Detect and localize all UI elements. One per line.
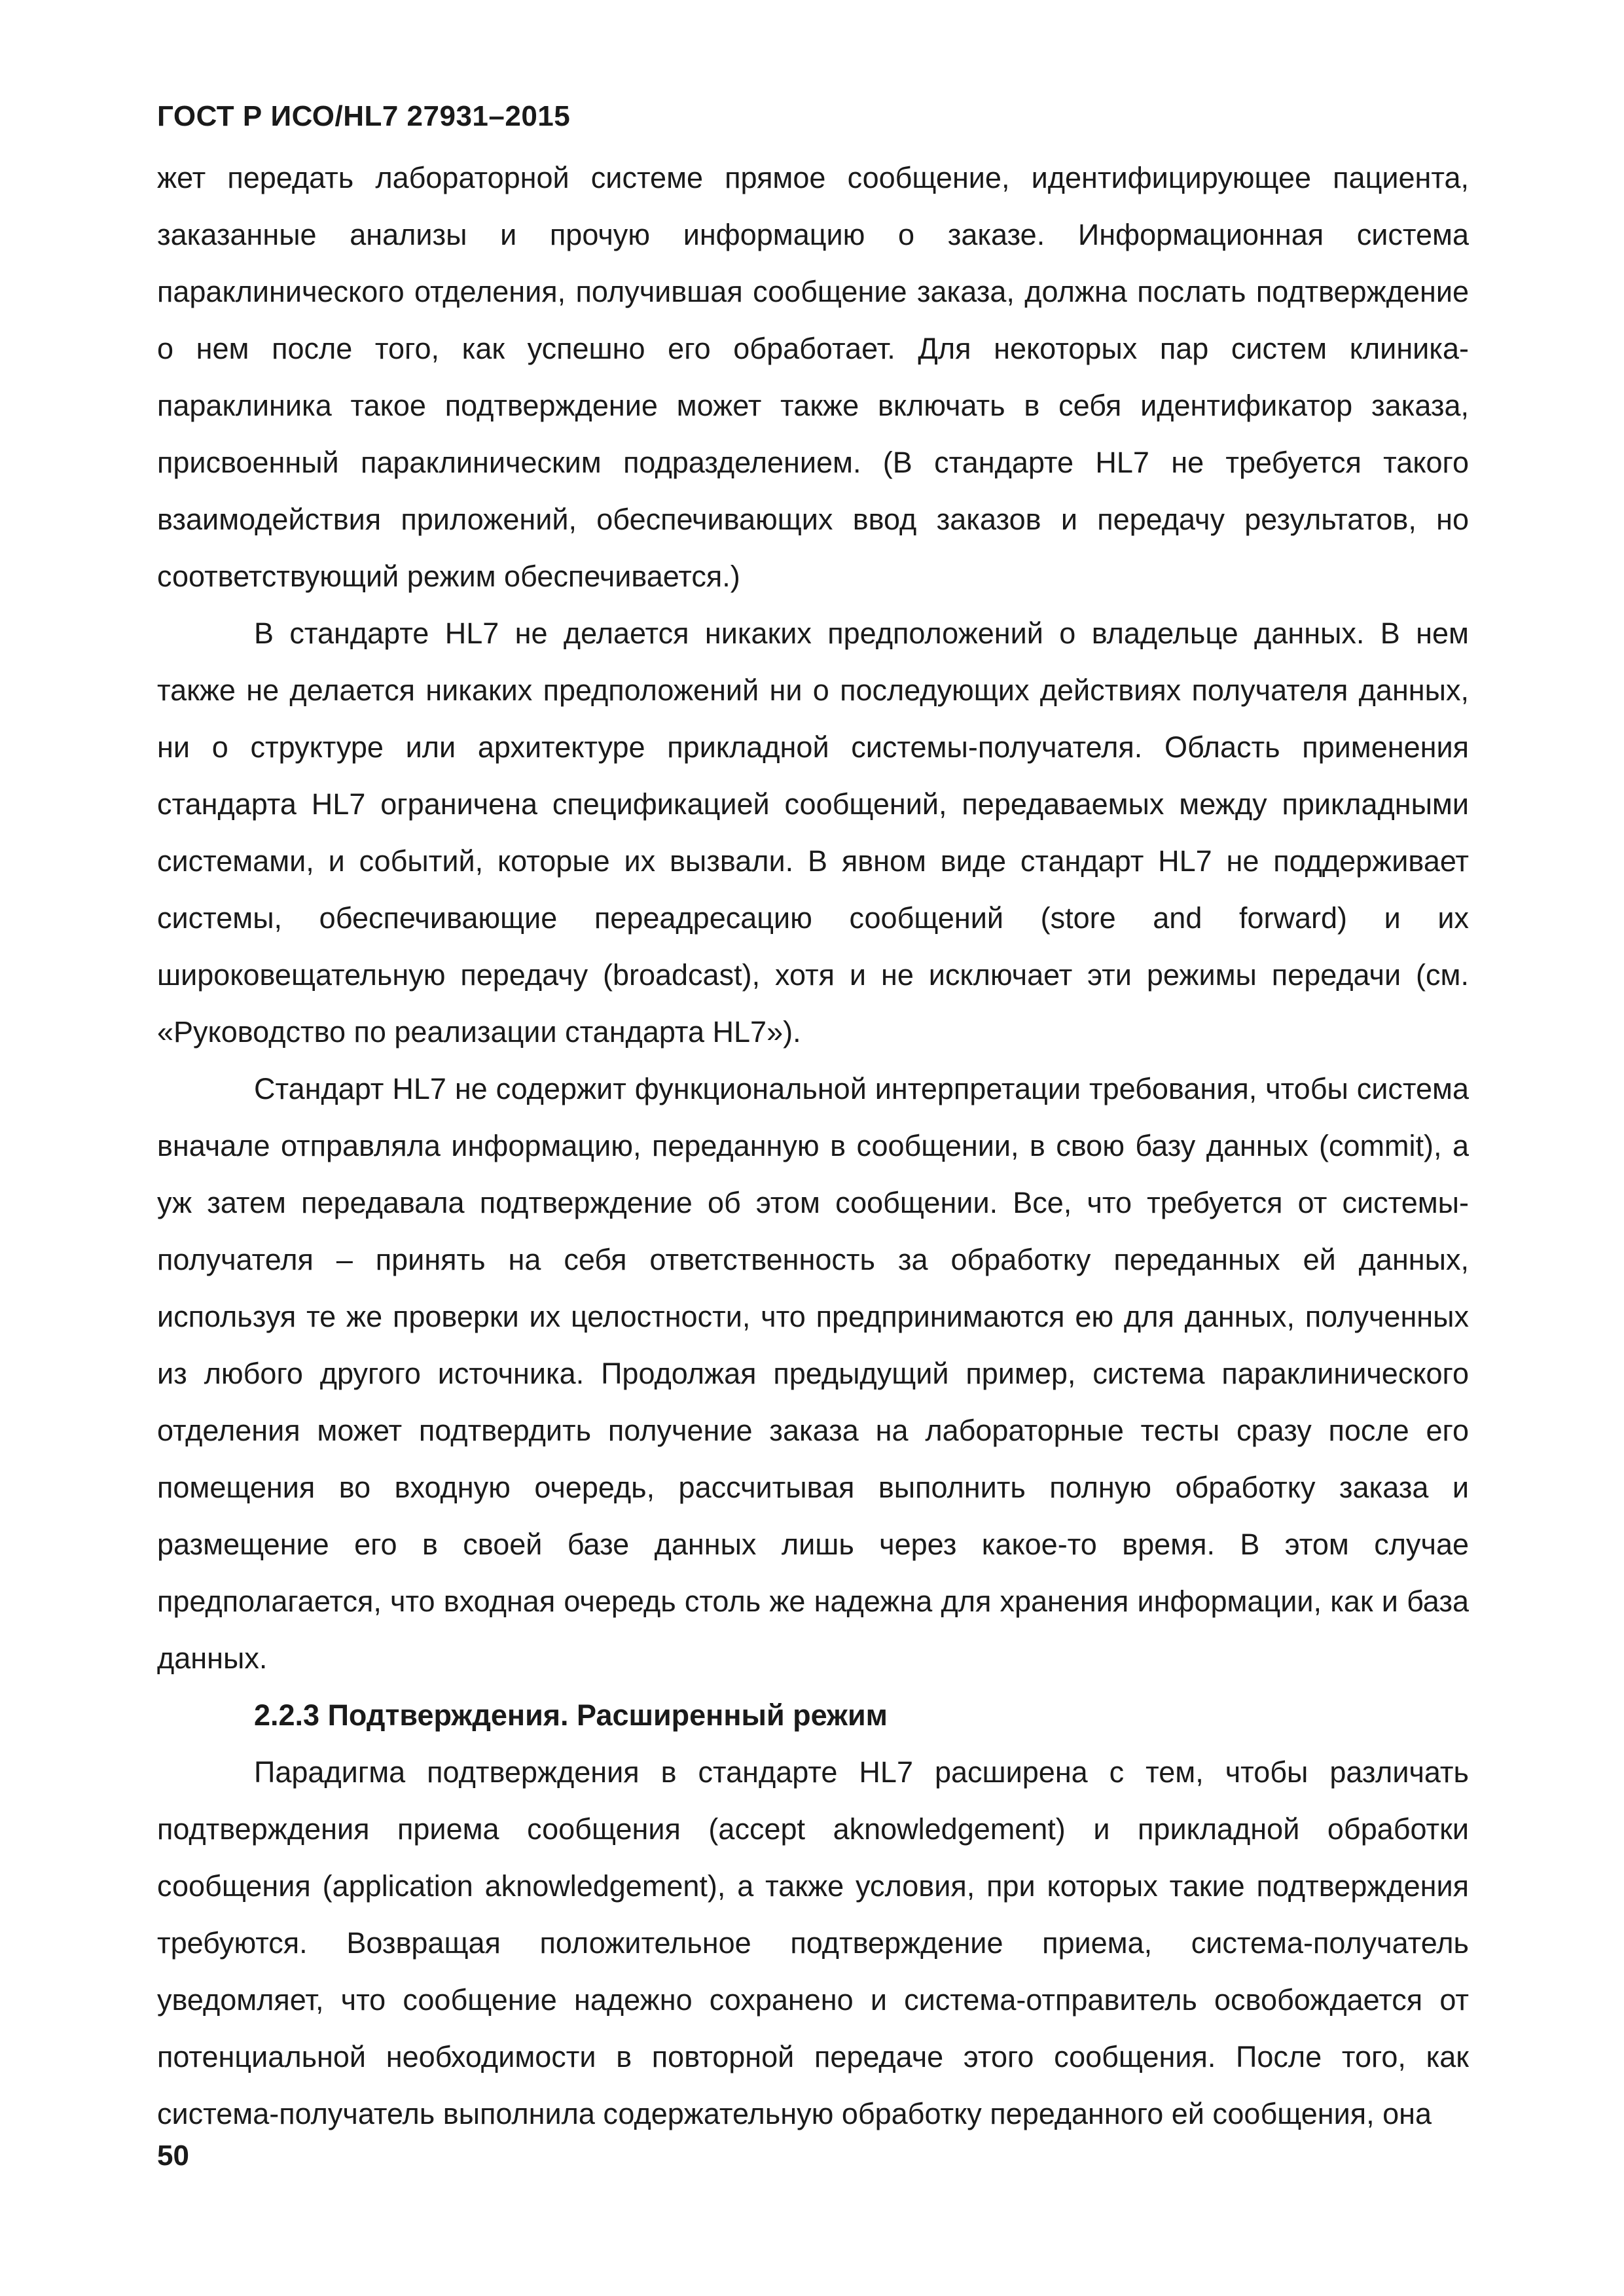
paragraph-continuation: жет передать лабораторной системе прямое сообщение, идентифицирующее пациента, заказанные анализы и прочую информацию о заказе. Информационная система параклинического отделения, получившая сообщение заказа, должна послать подтверждение о нем после того, как успешно его обработает. Для некоторых пар систем клиника-параклиника такое подтверждение может также включать в себя идентификатор заказа, присвоенный параклиническим подразделением. (В стандарте HL7 не требуется такого взаимодействия приложений, обеспечивающих ввод заказов и передачу результатов, но соответствующий режим обеспечивается.) [157,161,1469,593]
paragraph-commit-interpretation: Стандарт HL7 не содержит функциональной интерпретации требования, чтобы система вначале отправляла информацию, переданную в сообщении, в свою базу данных (commit), а уж затем передавала подтверждение об этом сообщении. Все, что требуется от системы-получателя – принять на себя ответственность за обработку переданных ей данных, используя те же проверки их целостности, что предпринимаются ею для данных, полученных из любого другого источника. Продолжая предыдущий пример, система параклинического отделения может подтвердить получение заказа на лабораторные тесты сразу после его помещения во входную очередь, рассчитывая выполнить полную обработку заказа и размещение его в своей базе данных лишь через какое-то время. В этом случае предполагается, что входная очередь столь же надежна для хранения информации, как и база данных. [157,1072,1469,1675]
paragraph-acknowledgement-paradigm: Парадигма подтверждения в стандарте HL7 расширена с тем, чтобы различать подтверждения приема сообщения (accept aknowledgement) и прикладной обработки сообщения (application aknowledgement), а также условия, при которых такие подтверждения требуются. Возвращая положительное подтверждение приема, система-получатель уведомляет, что сообщение надежно сохранено и система-отправитель освобождается от потенциальной необходимости в повторной передаче этого сообщения. После того, как система-получатель выполнила содержательную обработку переданного ей сообщения, она [157,1755,1469,2130]
page-number: 50 [157,2140,189,2172]
section-heading: 2.2.3 Подтверждения. Расширенный режим [254,1698,888,1732]
document-body [157,149,1469,2142]
paragraph-data-ownership: В стандарте HL7 не делается никаких предположений о владельце данных. В нем также не делается никаких предположений ни о последующих действиях получателя данных, ни о структуре или архитектуре прикладной системы-получателя. Область применения стандарта HL7 ограничена спецификацией сообщений, передаваемых между прикладными системами, и событий, которые их вызвали. В явном виде стандарт HL7 не поддерживает системы, обеспечивающие переадресацию сообщений (store and forward) и их широковещательную передачу (broadcast), хотя и не исключает эти режимы передачи (см. «Руководство по реализации стандарта HL7»). [157,617,1469,1049]
document-header-title: ГОСТ Р ИСО/HL7 27931–2015 [157,100,571,132]
